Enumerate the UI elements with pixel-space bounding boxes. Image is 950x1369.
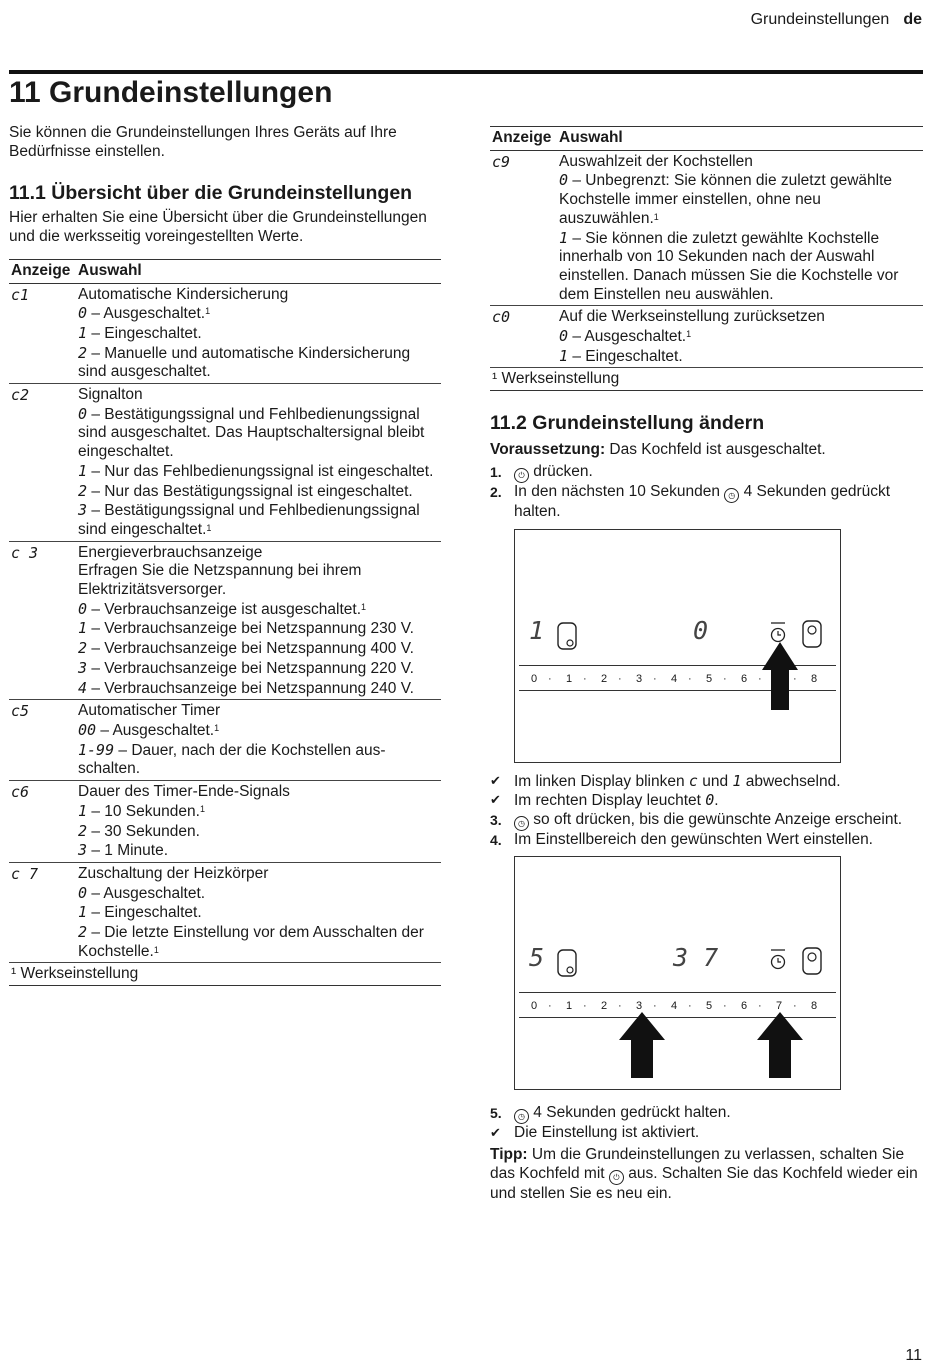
footnote: ¹ Werkseinstellung [490, 368, 923, 391]
scale-dot: · [758, 999, 762, 1012]
check-icon: ✔ [490, 792, 501, 808]
row-title: Signalton [78, 386, 143, 404]
scale-label[interactable]: 4 [671, 999, 678, 1012]
col-header-anzeige: Anzeige [9, 259, 76, 283]
scale-label[interactable]: 1 [566, 999, 573, 1012]
option: 0 – Verbrauchsanzeige ist ausgeschaltet.$^1$ [78, 599, 367, 618]
scale-label[interactable]: 6 [741, 672, 748, 685]
col-header-auswahl: Auswahl [557, 127, 923, 151]
row-title: Auf die Werkseinstellung zurücksetzen [559, 308, 825, 326]
table-header [9, 259, 441, 283]
option: 4 – Verbrauchsanzeige bei Netzspannung 240 V. [78, 678, 414, 697]
option: 1 – Nur das Fehlbedienungssignal ist eingeschaltet. [78, 461, 434, 480]
zone-select-icon [557, 949, 579, 979]
option: 1 – Eingeschaltet. [559, 346, 683, 365]
col-header-auswahl: Auswahl [76, 259, 441, 283]
check-icon: ✔ [490, 1124, 501, 1140]
option: 1 – Eingeschaltet. [78, 903, 202, 922]
scale-dot: · [548, 999, 552, 1012]
table-row-c3 [9, 541, 441, 700]
timer-icon: ◷ [514, 1109, 529, 1124]
footnote: ¹ Werkseinstellung [9, 963, 441, 986]
power-button-icon [802, 620, 824, 650]
scale-dot: · [793, 672, 797, 685]
result: ✔ Im linken Display blinken c und 1 abwechselnd. [490, 771, 841, 790]
step: 4. Im Einstellbereich den gewünschten Wert einstellen. [490, 830, 873, 848]
scale-dot: · [583, 672, 587, 685]
scale-label[interactable]: 8 [811, 672, 818, 685]
tip: Tipp: Um die Grundeinstellungen zu verlassen, schalten Sie das Kochfeld mit ⏻ aus. Schalten Sie das Kochfeld wieder ein und stellen Sie es neu ein. [490, 1146, 918, 1203]
timer-icon [768, 947, 788, 973]
code-c1: c1 [11, 285, 30, 304]
option: 3 – Verbrauchsanzeige bei Netzspannung 220 V. [78, 658, 414, 677]
scale-dot: · [688, 999, 692, 1012]
scale-dot: · [618, 999, 622, 1012]
cooktop-panel-1 [514, 529, 841, 763]
right-column [490, 126, 923, 1204]
steps-1-2 [490, 463, 923, 522]
header-rule [9, 70, 923, 74]
scale-label[interactable]: 2 [601, 999, 608, 1012]
scale-dot: · [653, 672, 657, 685]
col-header-anzeige: Anzeige [490, 127, 557, 151]
code-c3: c 3 [11, 543, 39, 562]
check-icon: ✔ [490, 772, 501, 788]
left-display: 1 [529, 615, 545, 645]
scale-dot: · [548, 672, 552, 685]
header-language: de [903, 11, 922, 28]
scale-dot: · [793, 999, 797, 1012]
option: 1 – Sie können die zuletzt gewählte Kochstelle innerhalb von 10 Sekunden nach der Auswahl einstellen. Danach müssen Sie die Kochstelle vor dem Einstellen neu auswählen. [559, 228, 899, 303]
option: 2 – 30 Sekunden. [78, 821, 200, 840]
right-display: 0 [693, 615, 709, 645]
scale-dot: · [723, 999, 727, 1012]
scale-dot: · [618, 672, 622, 685]
right-display: 3 7 [673, 942, 719, 972]
slider-line [519, 992, 836, 993]
option: 0 – Bestätigungssignal und Fehlbedienungssignal sind ausgeschaltet. Das Hauptschaltersignal bleibt eingeschaltet. [78, 404, 425, 461]
row-title: Automatischer Timer [78, 702, 221, 720]
arrow-up-icon [755, 1010, 805, 1080]
table-footnote-row [9, 963, 441, 986]
option: 00 – Ausgeschaltet.$^1$ [78, 720, 220, 739]
option: 1 – Verbrauchsanzeige bei Netzspannung 230 V. [78, 619, 414, 638]
step: 3. ◷ so oft drücken, bis die gewünschte Anzeige erscheint. [490, 811, 923, 831]
table-header [490, 127, 923, 151]
table-row-c5 [9, 700, 441, 781]
power-button-icon [802, 947, 824, 977]
step: 5. ◷ 4 Sekunden gedrückt halten. [490, 1104, 923, 1124]
step: 2. In den nächsten 10 Sekunden ◷ 4 Sekunden gedrückt halten. [490, 482, 891, 520]
scale-dot: · [688, 672, 692, 685]
scale-label[interactable]: 6 [741, 999, 748, 1012]
intro-text: Sie können die Grundeinstellungen Ihres Geräts auf Ihre Bedürfnisse einstellen. [9, 124, 397, 160]
arrow-up-icon [617, 1010, 667, 1080]
row-title: Dauer des Timer-Ende-Signals [78, 783, 290, 801]
timer-icon: ◷ [514, 816, 529, 831]
scale-label[interactable]: 3 [636, 999, 643, 1012]
option: 0 – Ausgeschaltet.$^1$ [559, 327, 692, 346]
scale-dot: · [758, 672, 762, 685]
option: 0 – Unbegrenzt: Sie können die zuletzt gewählte Kochstelle immer einstellen, ohne neu auszuwählen.$^1$ [559, 171, 893, 227]
scale-label[interactable]: 3 [636, 672, 643, 685]
table-row-c2 [9, 384, 441, 542]
results-1 [490, 772, 923, 850]
timer-icon: ◷ [724, 488, 739, 503]
code-c7: c 7 [11, 864, 39, 883]
option: 0 – Ausgeschaltet. [78, 883, 206, 902]
option: 2 – Verbrauchsanzeige bei Netzspannung 400 V. [78, 639, 414, 658]
settings-table-left [9, 259, 441, 986]
section-11-2-title: 11.2 Grundeinstellung ändern [490, 412, 765, 435]
scale-label[interactable]: 7 [776, 999, 783, 1012]
step: 1. ⏻ drücken. [490, 463, 923, 483]
row-title: Automatische Kindersicherung [78, 285, 289, 303]
section-11-1-title: 11.1 Übersicht über die Grundeinstellungen [9, 182, 413, 205]
option: 2 – Die letzte Einstellung vor dem Ausschalten der Kochstelle.$^1$ [78, 923, 424, 960]
scale-label[interactable]: 0 [531, 999, 538, 1012]
scale-label[interactable]: 8 [811, 999, 818, 1012]
arrow-up-icon [760, 640, 800, 712]
scale-label[interactable]: 4 [671, 672, 678, 685]
option: 3 – 1 Minute. [78, 841, 169, 860]
option: 2 – Nur das Bestätigungssignal ist eingeschaltet. [78, 481, 413, 500]
power-icon: ⏻ [609, 1170, 624, 1185]
table-row-c1 [9, 283, 441, 384]
option: 0 – Ausgeschaltet.$^1$ [78, 304, 211, 323]
cooktop-panel-2 [514, 856, 841, 1090]
scale-label[interactable]: 5 [706, 672, 713, 685]
chapter-title: 11 Grundeinstellungen [9, 76, 333, 109]
result: ✔ Im rechten Display leuchtet 0. [490, 791, 719, 810]
page-number: 11 [905, 1347, 922, 1364]
code-c9: c9 [492, 152, 511, 171]
code-c0: c0 [492, 308, 511, 327]
table-row-c9 [490, 150, 923, 306]
code-c6: c6 [11, 783, 30, 802]
row-note: Erfragen Sie die Netzspannung bei ihrem Elektrizitätsversorger. [78, 562, 362, 599]
option: 1 – 10 Sekunden.$^1$ [78, 801, 205, 820]
code-c5: c5 [11, 702, 30, 721]
scale-dot: · [583, 999, 587, 1012]
zone-select-icon [557, 622, 579, 652]
settings-table-right [490, 126, 923, 391]
option: 3 – Bestätigungssignal und Fehlbedienungssignal sind eingeschaltet.$^1$ [78, 501, 420, 538]
table-row-c6 [9, 781, 441, 863]
code-c2: c2 [11, 386, 30, 405]
scale-dot: · [653, 999, 657, 1012]
section-11-1-text: Hier erhalten Sie eine Übersicht über die Grundeinstellungen und die werksseitig voreingestellten Werte. [9, 209, 427, 246]
running-header [751, 11, 922, 29]
steps-5 [490, 1104, 923, 1143]
scale-label[interactable]: 1 [566, 672, 573, 685]
scale-label[interactable]: 2 [601, 672, 608, 685]
scale-label[interactable]: 0 [531, 672, 538, 685]
scale-dot: · [723, 672, 727, 685]
header-section: Grundeinstellungen [750, 11, 890, 28]
table-row-c7 [9, 862, 441, 963]
option: 1-99 – Dauer, nach der die Kochstellen ausschalten. [78, 740, 386, 778]
row-title: Energieverbrauchsanzeige [78, 543, 263, 561]
option: 2 – Manuelle und automatische Kindersicherung sind ausgeschaltet. [78, 343, 411, 381]
table-row-c0 [490, 306, 923, 368]
option: 1 – Eingeschaltet. [78, 323, 202, 342]
power-icon: ⏻ [514, 468, 529, 483]
left-column [9, 124, 441, 986]
left-display: 5 [529, 942, 545, 972]
row-title: Zuschaltung der Heizkörper [78, 864, 269, 882]
table-footnote-row [490, 368, 923, 391]
result: ✔ Die Einstellung ist aktiviert. [490, 1123, 700, 1141]
requirement: Voraussetzung: Das Kochfeld ist ausgeschaltet. [490, 441, 826, 459]
scale-label[interactable]: 5 [706, 999, 713, 1012]
row-title: Auswahlzeit der Kochstellen [559, 152, 753, 170]
